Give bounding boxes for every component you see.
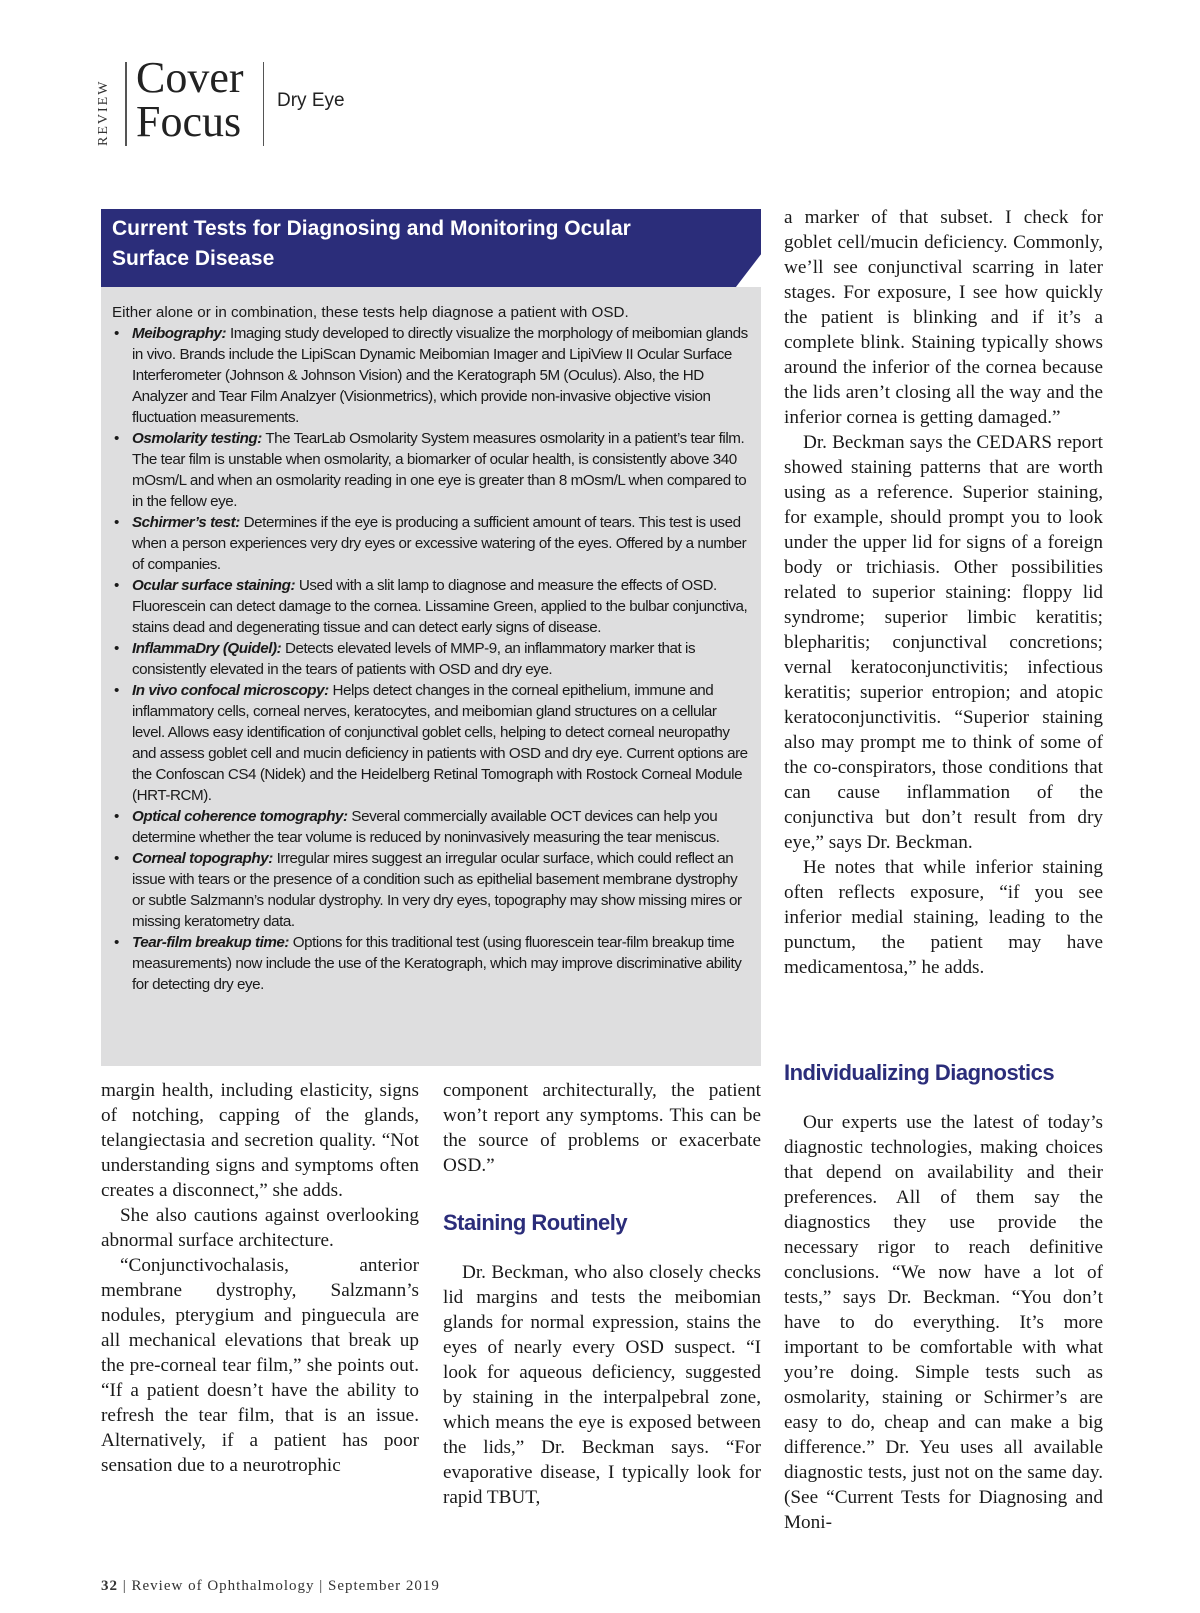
test-name: Optical coherence tomography: [132, 808, 348, 825]
bullet-icon: • [114, 325, 119, 342]
bullet-icon: • [114, 808, 119, 825]
paragraph: margin health, including elasticity, signs of notching, capping of the glands, telangiectasia and secretion quality. “Not understanding signs and symptoms often creates a disconnect,” she adds. [101, 1080, 419, 1201]
bullet-icon: • [114, 850, 119, 867]
test-description: Helps detect changes in the corneal epithelium, immune and inflammatory cells, corneal nerves, keratocytes, and meibomian gland structures on a cellular level. Allows easy identification of conjunctival goblet cells, helping to detect corneal neuropathy and assess goblet cell and mucin deficiency in patients with OSD and dry eye. Current options are the Confoscan CS4 (Nidek) and the Heidelberg Retinal Tomograph with Rostock Corneal Module (HRT-RCM). [132, 682, 748, 804]
test-description: Detects elevated levels of MMP-9, an inflammatory marker that is consistently elevated in the tears of patients with OSD and dry eye. [132, 640, 696, 678]
test-name: Tear-film breakup time: [132, 934, 290, 951]
article-column-3 [784, 205, 1103, 980]
sidebar-test-list [112, 323, 752, 995]
article-column-1 [101, 1078, 419, 1478]
section-label: Dry Eye [277, 90, 345, 111]
bullet-icon: • [114, 514, 119, 531]
test-description: Several commercially available OCT devices can help you determine whether the tear volume is reduced by noninvasively measuring the tear meniscus. [132, 808, 720, 846]
bullet-icon: • [114, 682, 119, 699]
test-name: Osmolarity testing: [132, 430, 262, 447]
test-name: Corneal topography: [132, 850, 273, 867]
subhead-staining-routinely: Staining Routinely [443, 1210, 628, 1235]
sidebar-test-item [112, 638, 752, 680]
sidebar-test-item [112, 806, 752, 848]
review-label: REVIEW [96, 79, 111, 146]
publication-name: Review of Ophthalmology [131, 1578, 315, 1594]
test-description: Imaging study developed to directly visualize the morphology of meibomian glands in vivo. Brands include the LipiScan Dynamic Meibomian Imager and LipiView II Ocular Surface Interferometer (Johnson & Johnson Vision) and the Keratograph 5M (Oculus). Also, the HD Analyzer and Tear Film Analzyer (Visionmetrics), which provide non-invasive objective vision fluctuation measurements. [132, 325, 748, 426]
article-column-2 [443, 1078, 761, 1178]
test-description: Used with a slit lamp to diagnose and measure the effects of OSD. Fluorescein can detect damage to the cornea. Lissamine Green, applied to the bulbar conjunctiva, stains dead and degenerating tissue and can detect early signs of disease. [132, 577, 748, 636]
test-description: Options for this traditional test (using fluorescein tear-film breakup time measurements) now include the use of the Keratograph, which may improve discriminative ability for detecting dry eye. [132, 934, 742, 993]
sidebar-test-item [112, 932, 752, 995]
sidebar-intro: Either alone or in combination, these tests help diagnose a patient with OSD. [112, 304, 629, 321]
paragraph: She also cautions against overlooking abnormal surface architecture. [101, 1205, 419, 1251]
test-name: Ocular surface staining: [132, 577, 296, 594]
issue-date: September 2019 [328, 1578, 440, 1594]
paragraph: Dr. Beckman, who also closely checks lid margins and tests the meibomian glands for normal expression, stains the eyes of nearly every OSD suspect. “I look for aqueous deficiency, suggested by staining in the interpalpebral zone, which means the eye is exposed between the lids,” Dr. Beckman says. “For evaporative disease, I typically look for rapid TBUT, [443, 1262, 761, 1508]
test-name: Schirmer’s test: [132, 514, 240, 531]
paragraph: He notes that while inferior staining often reflects exposure, “if you see inferior medial staining, leading to the punctum, the patient may have medicamentosa,” he adds. [784, 857, 1103, 978]
cover-focus-title [136, 53, 244, 146]
page-number: 32 [101, 1578, 118, 1594]
cover-word: Cover [136, 53, 244, 102]
focus-word: Focus [136, 97, 242, 146]
test-description: Determines if the eye is producing a sufficient amount of tears. This test is used when a person experiences very dry eyes or excessive watering of the eyes. Offered by a number of companies. [132, 514, 747, 573]
sidebar-test-item [112, 428, 752, 512]
sidebar-test-item [112, 848, 752, 932]
paragraph: “Conjunctivochalasis, anterior membrane dystrophy, Salzmann’s nodules, pterygium and pinguecula are all mechanical elevations that break up the pre-corneal tear film,” she points out. “If a patient doesn’t have the ability to refresh the tear film, that is an issue. Alternatively, if a patient has poor sensation due to a neurotrophic [101, 1255, 419, 1476]
masthead-divider [125, 62, 127, 146]
sidebar-test-item [112, 512, 752, 575]
bullet-icon: • [114, 577, 119, 594]
test-description: The TearLab Osmolarity System measures osmolarity in a patient’s tear film. The tear film is unstable when osmolarity, a biomarker of ocular health, is consistently above 340 mOsm/L and when an osmolarity reading in one eye is greater than 8 mOsm/L when compared to in the fellow eye. [132, 430, 747, 510]
test-name: InflammaDry (Quidel): [132, 640, 282, 657]
paragraph: a marker of that subset. I check for goblet cell/mucin deficiency. Commonly, we’ll see conjunctival scarring in later stages. For exposure, I see how quickly the patient is blinking and if it’s a complete blink. Staining typically shows around the inferior of the cornea because the lids aren’t closing all the way and the inferior cornea is getting damaged.” [784, 207, 1103, 428]
test-name: Meibography: [132, 325, 227, 342]
sidebar-test-item [112, 323, 752, 428]
test-description: Irregular mires suggest an irregular ocular surface, which could reflect an issue with tears or the presence of a condition such as epithelial basement membrane dystrophy or subtle Salzmann’s nodular dystrophy. In very dry eyes, topography may show missing mires or missing keratometry data. [132, 850, 742, 930]
paragraph: Our experts use the latest of today’s diagnostic technologies, making choices that depend on availability and their preferences. All of them say the diagnostics they use provide the necessary rigor to reach definitive conclusions. “We now have a lot of tests,” says Dr. Beckman. “You don’t have to do everything. It’s more important to be comfortable with what you’re doing. Simple tests such as osmolarity, staining or Schirmer’s are easy to do, cheap and can make a big difference.” Dr. Yeu uses all available diagnostic tests, just not on the same day. (See “Current Tests for Diagnosing and Moni- [784, 1112, 1103, 1533]
bullet-icon: • [114, 430, 119, 447]
article-column-3-continued [784, 1110, 1103, 1535]
bullet-icon: • [114, 934, 119, 951]
paragraph: component architecturally, the patient won’t report any symptoms. This can be the source of problems or exacerbate OSD.” [443, 1080, 761, 1176]
paragraph: Dr. Beckman says the CEDARS report showed staining patterns that are worth using as a reference. Superior staining, for example, should prompt you to look under the upper lid for signs of a foreign body or trichiasis. Other possibilities related to superior staining: floppy lid syndrome; superior limbic keratitis; blepharitis; conjunctival concretions; vernal keratoconjunctivitis; infectious keratitis; superior entropion; and atopic keratoconjunctivitis. “Superior staining also may prompt me to think of some of the co-conspirators, those conditions that can cause inflammation of the conjunctiva but don’t result from dry eye,” says Dr. Beckman. [784, 432, 1103, 853]
subhead-individualizing-diagnostics: Individualizing Diagnostics [784, 1060, 1055, 1085]
sidebar-test-item [112, 575, 752, 638]
bullet-icon: • [114, 640, 119, 657]
masthead-divider-right [263, 62, 264, 146]
sidebar-title: Current Tests for Diagnosing and Monitoring Ocular Surface Disease [112, 217, 631, 270]
sidebar-test-item [112, 680, 752, 806]
page-footer: 32 | Review of Ophthalmology | September 2019 [101, 1578, 440, 1594]
article-column-2-continued [443, 1260, 761, 1510]
test-name: In vivo confocal microscopy: [132, 682, 329, 699]
